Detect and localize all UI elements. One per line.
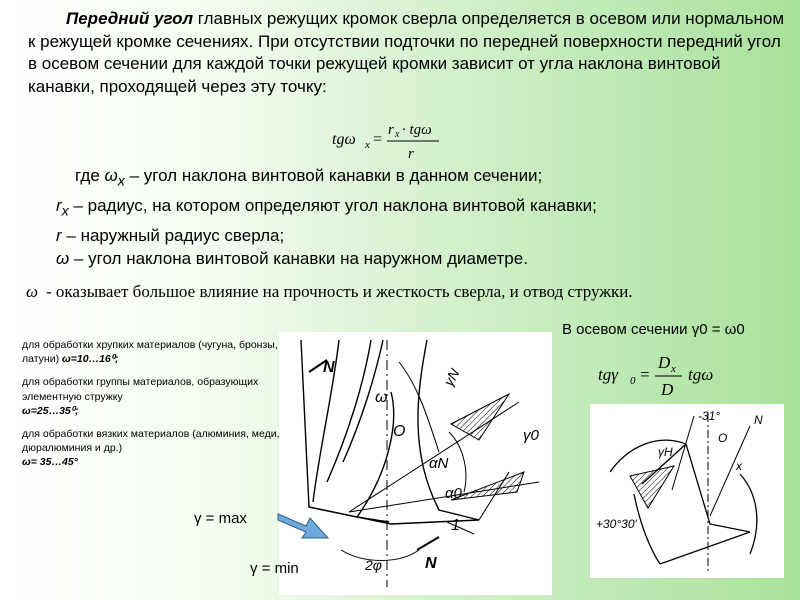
formula2-rest: tgω [688,365,714,384]
material-element-chip: для обработки группы материалов, образующих элементную стружку ω=25…35⁰; [22,376,259,417]
formula1-den: r [408,146,414,162]
formula-tg-omega-x [332,114,442,164]
label-1: 1 [451,517,460,534]
section-arc [740,474,757,554]
definition-r: r – наружный радиус сверла; [56,225,285,245]
omega-note [26,282,633,302]
label-pos30: +30°30′ [596,517,637,531]
formula1-num-rest: · tgω [402,122,432,138]
section-outline-top [610,440,686,472]
label-neg31: -31° [698,409,721,423]
formula2-eq: = [640,365,650,384]
arrow-icon [276,504,332,544]
definition-omega-x: где $\omega_x$ – угол наклона винтовой канавки в данном сечении; [75,166,543,190]
formula2-num: D [658,353,671,372]
formula2-num-sub: x [671,363,676,375]
section-outline-right [686,444,750,532]
section-hatched-wedge [630,466,674,508]
label-N-top: N [323,359,335,376]
omega-note-text: - оказывает большое влияние на прочность и жесткость сверла, и отвод стружки. [46,282,633,301]
label-alphaN: αN [429,455,449,472]
definitions-list [56,164,776,271]
formula1-lhs: tgω [332,131,356,148]
gamma-max-label: γ = max [194,510,247,527]
material-viscous: для обработки вязких материалов (алюминия, меди, дюралюминия и др.) ω= 35…45° [22,428,280,469]
label-omega: ω [375,389,388,406]
paragraph-text: главных режущих кромок сверла определяется в осевом или нормальном к режущей кромке сечениях. При отсутствии подточки по передней поверхности передний угол в осевом сечении для каждой точки режущей кромки зависит от угла наклона винтовой канавки, проходящей через эту точку: [28,9,785,96]
material-brittle: для обработки хрупких материалов (чугуна, бронзы, латуни) ω=10…16⁰; [22,339,278,366]
materials-notes [22,338,284,479]
angle-arc-alpha [449,432,466,492]
cutting-lip [357,392,394,517]
label-O: O [393,423,406,440]
omega-symbol: ω [26,282,39,301]
formula1-lhs-sub: x [365,139,370,151]
label-gamma0: γ0 [523,427,539,444]
label-gammaH: γH [658,445,673,459]
gamma-min-label: γ = min [250,560,299,577]
label-gammaN: γN [440,365,463,389]
intro-paragraph [28,8,788,98]
definition-r-x: $r_x$ – радиус, на котором определяют угол наклона винтовой канавки; [56,195,597,220]
label-section-N: N [754,413,763,427]
label-2phi: 2φ [365,557,382,573]
formula2-den: D [661,380,674,399]
drill-diagram [279,332,552,595]
label-section-O: O [718,431,728,445]
label-x: x [736,459,742,473]
drill-section-diagram [590,404,784,578]
formula1-eq: = [373,131,383,148]
section-line-b [710,426,750,516]
axial-section-text: В осевом сечении γ0 = ω0 [562,321,745,338]
cut-line-bottom [417,537,439,550]
definition-omega: ω – угол наклона винтовой канавки на наружном диаметре. [56,249,528,269]
formula2-lhs: tgγ [598,365,618,384]
section-outline-bottom [660,532,750,564]
formula2-lhs-sub: 0 [630,375,636,387]
paragraph-lead: Передний угол [66,9,194,28]
hatched-wedge-bottom [451,472,524,500]
label-alpha0: α0 [445,485,462,502]
label-N-bottom: N [425,555,437,572]
hatched-wedge-top [451,394,509,440]
formula1-num-r: r [388,122,394,138]
formula1-num-r-sub: x [395,129,400,140]
formula-tg-gamma0 [598,346,758,402]
